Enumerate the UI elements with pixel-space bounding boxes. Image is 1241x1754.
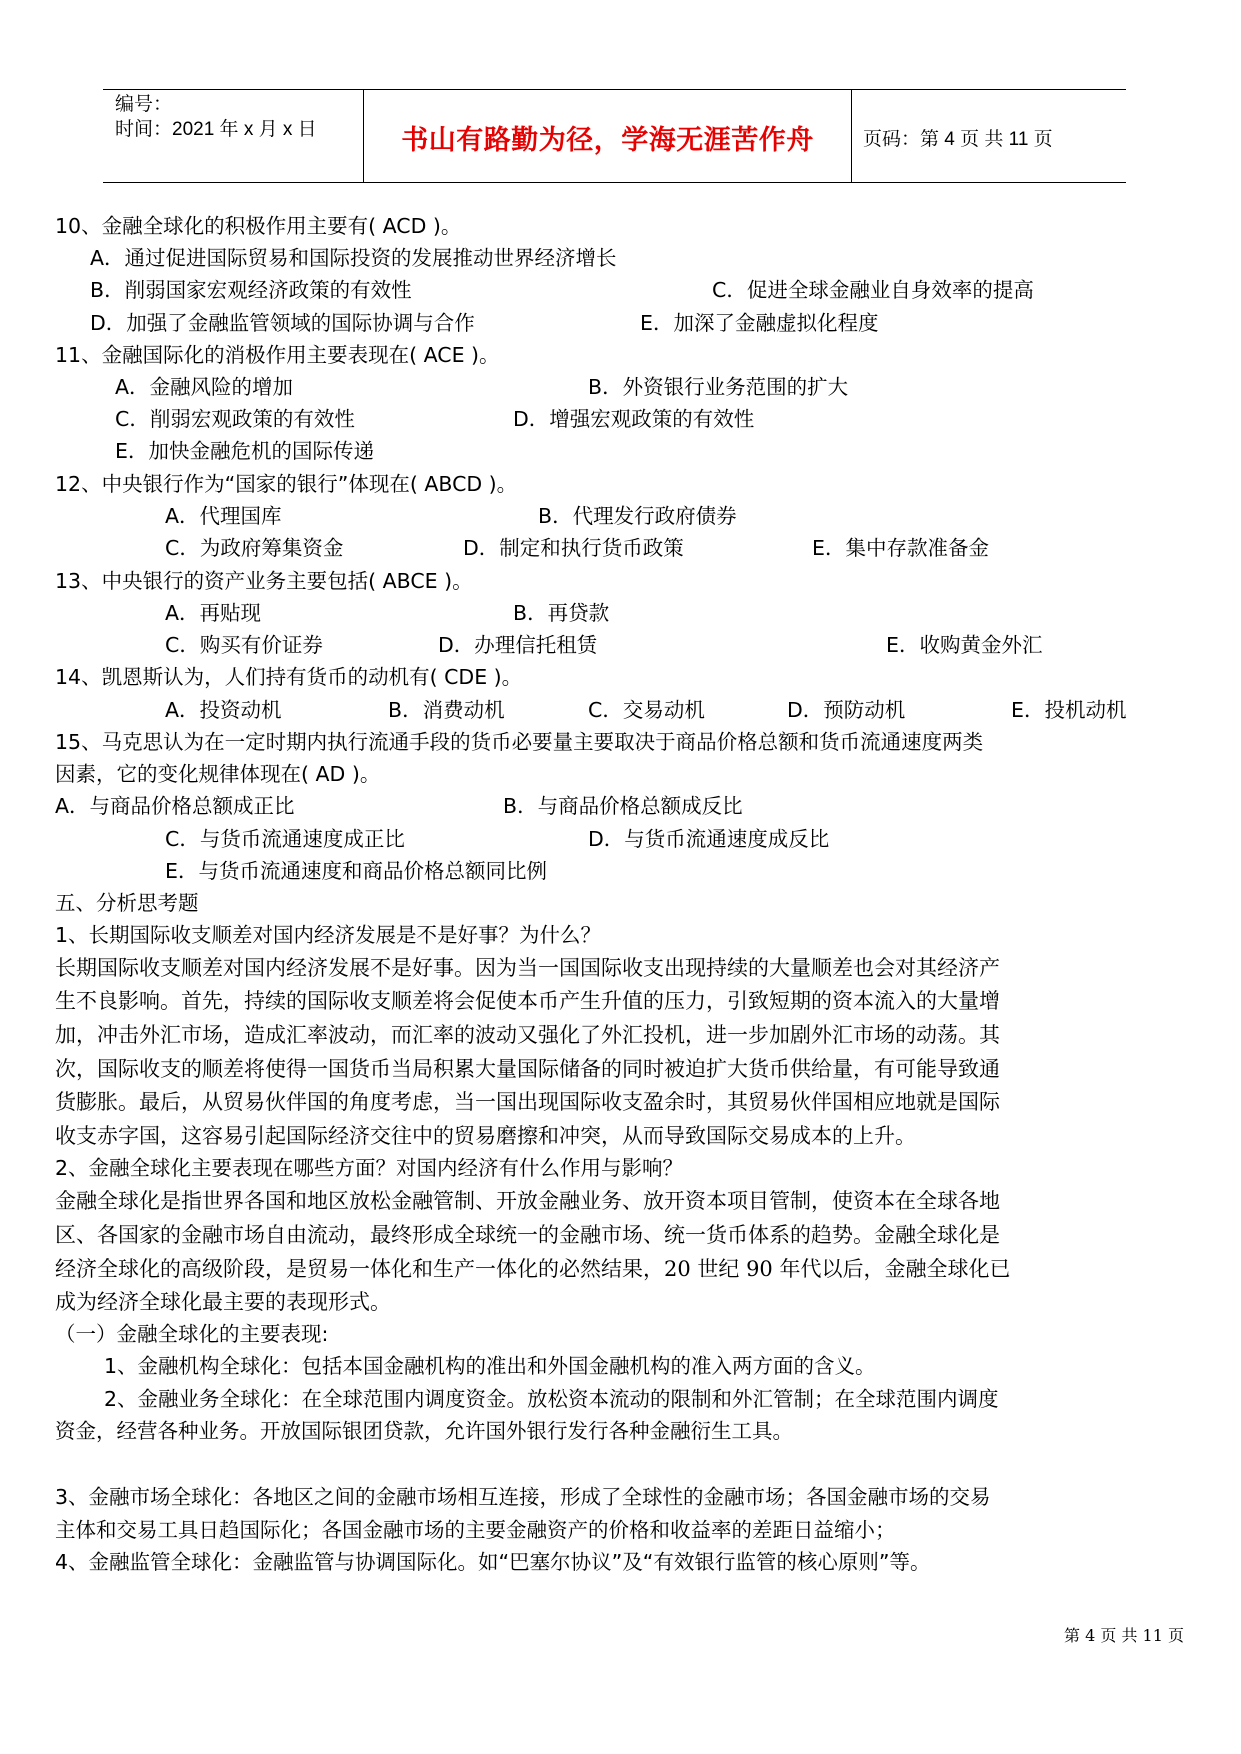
- answer-1-line-2: 生不良影响。首先，持续的国际收支顺差将会促使本币产生升值的压力，引致短期的资本流入的大量增: [55, 989, 1000, 1013]
- section-5-title: 五、分析思考题: [55, 891, 199, 915]
- header-right-cell: [851, 90, 1126, 182]
- answer-2-line-2: 区、各国家的金融市场自由流动，最终形成全球统一的金融市场、统一货币体系的趋势。金融全球化是: [55, 1223, 1000, 1247]
- page-code: 页码：第 4 页 共 11 页: [863, 129, 1053, 150]
- q15-option-e: E．与货币流通速度和商品价格总额同比例: [165, 859, 547, 883]
- q15-option-b: B．与商品价格总额成反比: [503, 794, 743, 818]
- header-table: [103, 89, 1126, 183]
- time-label: 时间：2021 年 x 月 x 日: [115, 119, 317, 140]
- q13-option-a: A．再贴现: [165, 601, 262, 625]
- point-3-line-1: 3、金融市场全球化：各地区之间的金融市场相互连接，形成了全球性的金融市场；各国金融市场的交易: [55, 1485, 991, 1509]
- q15-option-c: C．与货币流通速度成正比: [165, 827, 405, 851]
- question-11: 11、金融国际化的消极作用主要表现在( ACE )。: [55, 343, 500, 367]
- q12-option-a: A．代理国库: [165, 504, 282, 528]
- page-footer: 第 4 页 共 11 页: [1064, 1626, 1184, 1645]
- question-12: 12、中央银行作为“国家的银行”体现在( ABCD )。: [55, 472, 518, 496]
- point-2-line-1: 2、金融业务全球化：在全球范围内调度资金。放松资本流动的限制和外汇管制；在全球范围内调度: [104, 1387, 999, 1411]
- question-15-line-1: 15、马克思认为在一定时期内执行流通手段的货币必要量主要取决于商品价格总额和货币流通速度两类: [55, 730, 984, 754]
- q12-option-c: C．为政府筹集资金: [165, 536, 344, 560]
- q14-option-e: E．投机动机: [1011, 698, 1127, 722]
- q11-option-a: A．金融风险的增加: [115, 375, 294, 399]
- point-4: 4、金融监管全球化：金融监管与协调国际化。如“巴塞尔协议”及“有效银行监管的核心原则”等。: [55, 1550, 931, 1574]
- q15-option-d: D．与货币流通速度成反比: [588, 827, 830, 851]
- answer-1-line-4: 次，国际收支的顺差将使得一国货币当局积累大量国际储备的同时被迫扩大货币供给量，有可能导致通: [55, 1057, 1000, 1081]
- q13-option-e: E．收购黄金外汇: [886, 633, 1043, 657]
- subsection-1-title: （一）金融全球化的主要表现:: [55, 1322, 329, 1346]
- q14-option-d: D．预防动机: [787, 698, 906, 722]
- question-15-line-2: 因素，它的变化规律体现在( AD )。: [55, 762, 381, 786]
- q13-option-c: C．购买有价证券: [165, 633, 323, 657]
- q15-option-a: A．与商品价格总额成正比: [55, 794, 295, 818]
- q11-option-e: E．加快金融危机的国际传递: [115, 439, 374, 463]
- q14-option-b: B．消费动机: [388, 698, 505, 722]
- q13-option-d: D．办理信托租赁: [438, 633, 598, 657]
- q11-option-d: D．增强宏观政策的有效性: [513, 407, 755, 431]
- q12-option-e: E．集中存款准备金: [812, 536, 989, 560]
- point-1: 1、金融机构全球化：包括本国金融机构的准出和外国金融机构的准入两方面的含义。: [104, 1354, 876, 1378]
- question-14: 14、凯恩斯认为，人们持有货币的动机有( CDE )。: [55, 665, 523, 689]
- q12-option-d: D．制定和执行货币政策: [463, 536, 684, 560]
- point-2-line-2: 资金，经营各种业务。开放国际银团贷款，允许国外银行发行各种金融衍生工具。: [55, 1419, 793, 1443]
- answer-2-line-1: 金融全球化是指世界各国和地区放松金融管制、开放金融业务、放开资本项目管制，使资本在全球各地: [55, 1189, 1000, 1213]
- header-left-cell: [103, 90, 363, 182]
- header-center-cell: [363, 90, 852, 182]
- question-10: 10、金融全球化的积极作用主要有( ACD )。: [55, 214, 462, 238]
- answer-2-line-3: 经济全球化的高级阶段，是贸易一体化和生产一体化的必然结果，20 世纪 90 年代以后，金融全球化已: [55, 1257, 1011, 1281]
- q11-option-b: B．外资银行业务范围的扩大: [588, 375, 849, 399]
- q10-option-a: A．通过促进国际贸易和国际投资的发展推动世界经济增长: [90, 246, 617, 270]
- q14-option-a: A．投资动机: [165, 698, 282, 722]
- q10-option-d: D．加强了金融监管领域的国际协调与合作: [90, 311, 475, 335]
- motto: 书山有路勤为径，学海无涯苦作舟: [401, 125, 814, 156]
- q12-option-b: B．代理发行政府债券: [538, 504, 737, 528]
- q14-option-c: C．交易动机: [588, 698, 705, 722]
- q10-option-b: B．削弱国家宏观经济政策的有效性: [90, 278, 412, 302]
- answer-1-line-1: 长期国际收支顺差对国内经济发展不是好事。因为当一国国际收支出现持续的大量顺差也会对其经济产: [55, 956, 1000, 980]
- q11-option-c: C．削弱宏观政策的有效性: [115, 407, 355, 431]
- answer-1-line-5: 货膨胀。最后，从贸易伙伴国的角度考虑，当一国出现国际收支盈余时，其贸易伙伴国相应地就是国际: [55, 1090, 1000, 1114]
- q13-option-b: B．再贷款: [513, 601, 610, 625]
- analysis-question-1: 1、长期国际收支顺差对国内经济发展是不是好事？为什么？: [55, 923, 602, 947]
- q10-option-e: E．加深了金融虚拟化程度: [640, 311, 879, 335]
- answer-1-line-6: 收支赤字国，这容易引起国际经济交往中的贸易磨擦和冲突，从而导致国际交易成本的上升。: [55, 1124, 916, 1148]
- serial-label: 编号：: [115, 94, 173, 115]
- answer-1-line-3: 加，冲击外汇市场，造成汇率波动，而汇率的波动又强化了外汇投机，进一步加剧外汇市场的动荡。其: [55, 1023, 1000, 1047]
- answer-2-line-4: 成为经济全球化最主要的表现形式。: [55, 1290, 391, 1314]
- q10-option-c: C．促进全球金融业自身效率的提高: [712, 278, 1034, 302]
- question-13: 13、中央银行的资产业务主要包括( ABCE )。: [55, 569, 473, 593]
- analysis-question-2: 2、金融全球化主要表现在哪些方面？对国内经济有什么作用与影响？: [55, 1156, 684, 1180]
- point-3-line-2: 主体和交易工具日趋国际化；各国金融市场的主要金融资产的价格和收益率的差距日益缩小；: [55, 1518, 896, 1542]
